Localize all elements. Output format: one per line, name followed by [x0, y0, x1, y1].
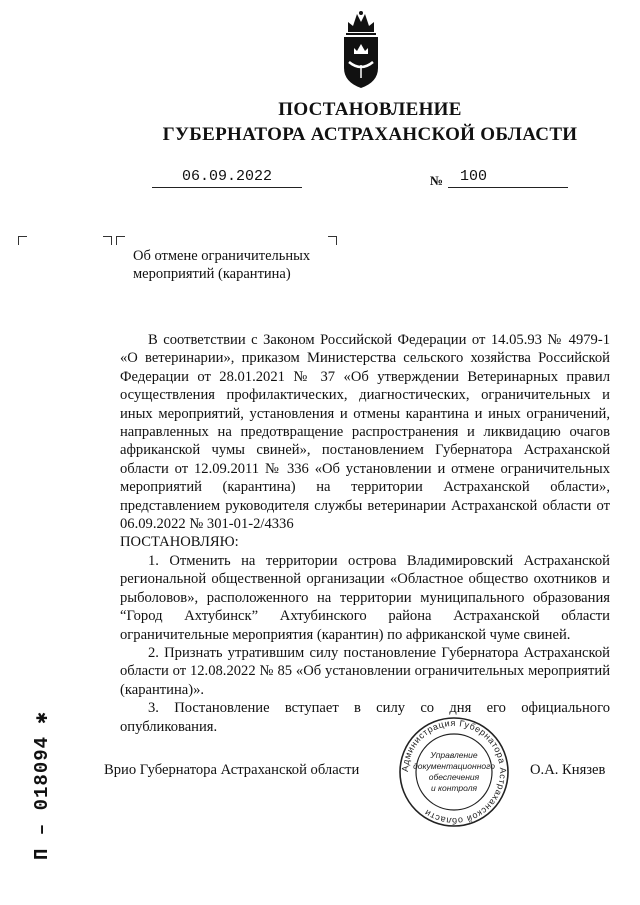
- item-paragraph-2: 2. Признать утратившим силу постановление Губернатора Астраханской области от 12.08.2022 № 85 «Об установлении ограничительных мероприятий (карантина)».: [120, 644, 610, 698]
- resolve-heading: ПОСТАНОВЛЯЮ:: [120, 534, 239, 551]
- side-registration-code: [10, 690, 53, 870]
- number-sign: №: [430, 173, 444, 188]
- subject-line: Об отмене ограничительных: [133, 248, 311, 264]
- document-issuer: ГУБЕРНАТОРА АСТРАХАНСКОЙ ОБЛАСТИ: [162, 124, 578, 145]
- coat-of-arms-emblem: [336, 10, 386, 90]
- item-paragraph-1: 1. Отменить на территории острова Владимировский Астраханской региональной общественной организации «Областное общество охотников и рыболовов», расположенного на территории муниципального образования “Город Ахтубинск” Ахтубинского района Астраханской области ограничительные мероприятия (карантин) по африканской чуме свиней.: [120, 552, 610, 643]
- item-paragraph-3: 3. Постановление вступает в силу со дня его официального опубликования.: [120, 700, 610, 735]
- corner-mark-subject-left-a: [103, 236, 112, 245]
- document-body: [120, 331, 610, 736]
- document-title: ПОСТАНОВЛЕНИЕ: [278, 99, 462, 120]
- subject-line: мероприятий (карантина): [133, 266, 291, 282]
- stamp-ring-text: Администрация Губернатора Астраханской области: [399, 717, 509, 827]
- signatory-name: О.А. Князев: [530, 762, 606, 778]
- signatory-position: Врио Губернатора Астраханской области: [104, 762, 360, 778]
- stamp-center-line: обеспечения: [428, 772, 480, 782]
- preamble-paragraph: В соответствии с Законом Российской Федерации от 14.05.93 № 4979-1 «О ветеринарии», приказом Министерства сельского хозяйства Российской Федерации от 28.01.2021 № 37 «Об утверждении Ветеринарных правил осуществления профилактических, диагностических, ограничительных и иных мероприятий, установления и отмены карантина и иных ограничений, направленных на предотвращение распространения и ликвидацию очагов африканской чумы свиней», постановлением Губернатора Астраханской области от 12.09.2011 № 336 «Об установлении и отмене ограничительных мероприятий (карантина) на территории Астраханской области», представлением руководителя службы ветеринарии Астраханской области от 06.09.2022 № 301-01-2/4336: [120, 332, 610, 533]
- official-stamp: [398, 712, 510, 832]
- corner-mark-subject-left-b: [116, 236, 125, 245]
- document-number: 100: [460, 168, 488, 185]
- number-underline: [448, 187, 568, 188]
- date-underline: [152, 187, 302, 188]
- stamp-center-line: документационного: [413, 761, 495, 771]
- stamp-center-line: и контроля: [430, 783, 478, 793]
- document-date: 06.09.2022: [182, 168, 273, 185]
- corner-mark-subject-right: [328, 236, 337, 245]
- side-code-text: П – 018094 ✱: [31, 711, 53, 860]
- document-subject: [133, 247, 310, 283]
- stamp-center-line: Управление: [430, 750, 478, 760]
- corner-mark-left: [18, 236, 27, 245]
